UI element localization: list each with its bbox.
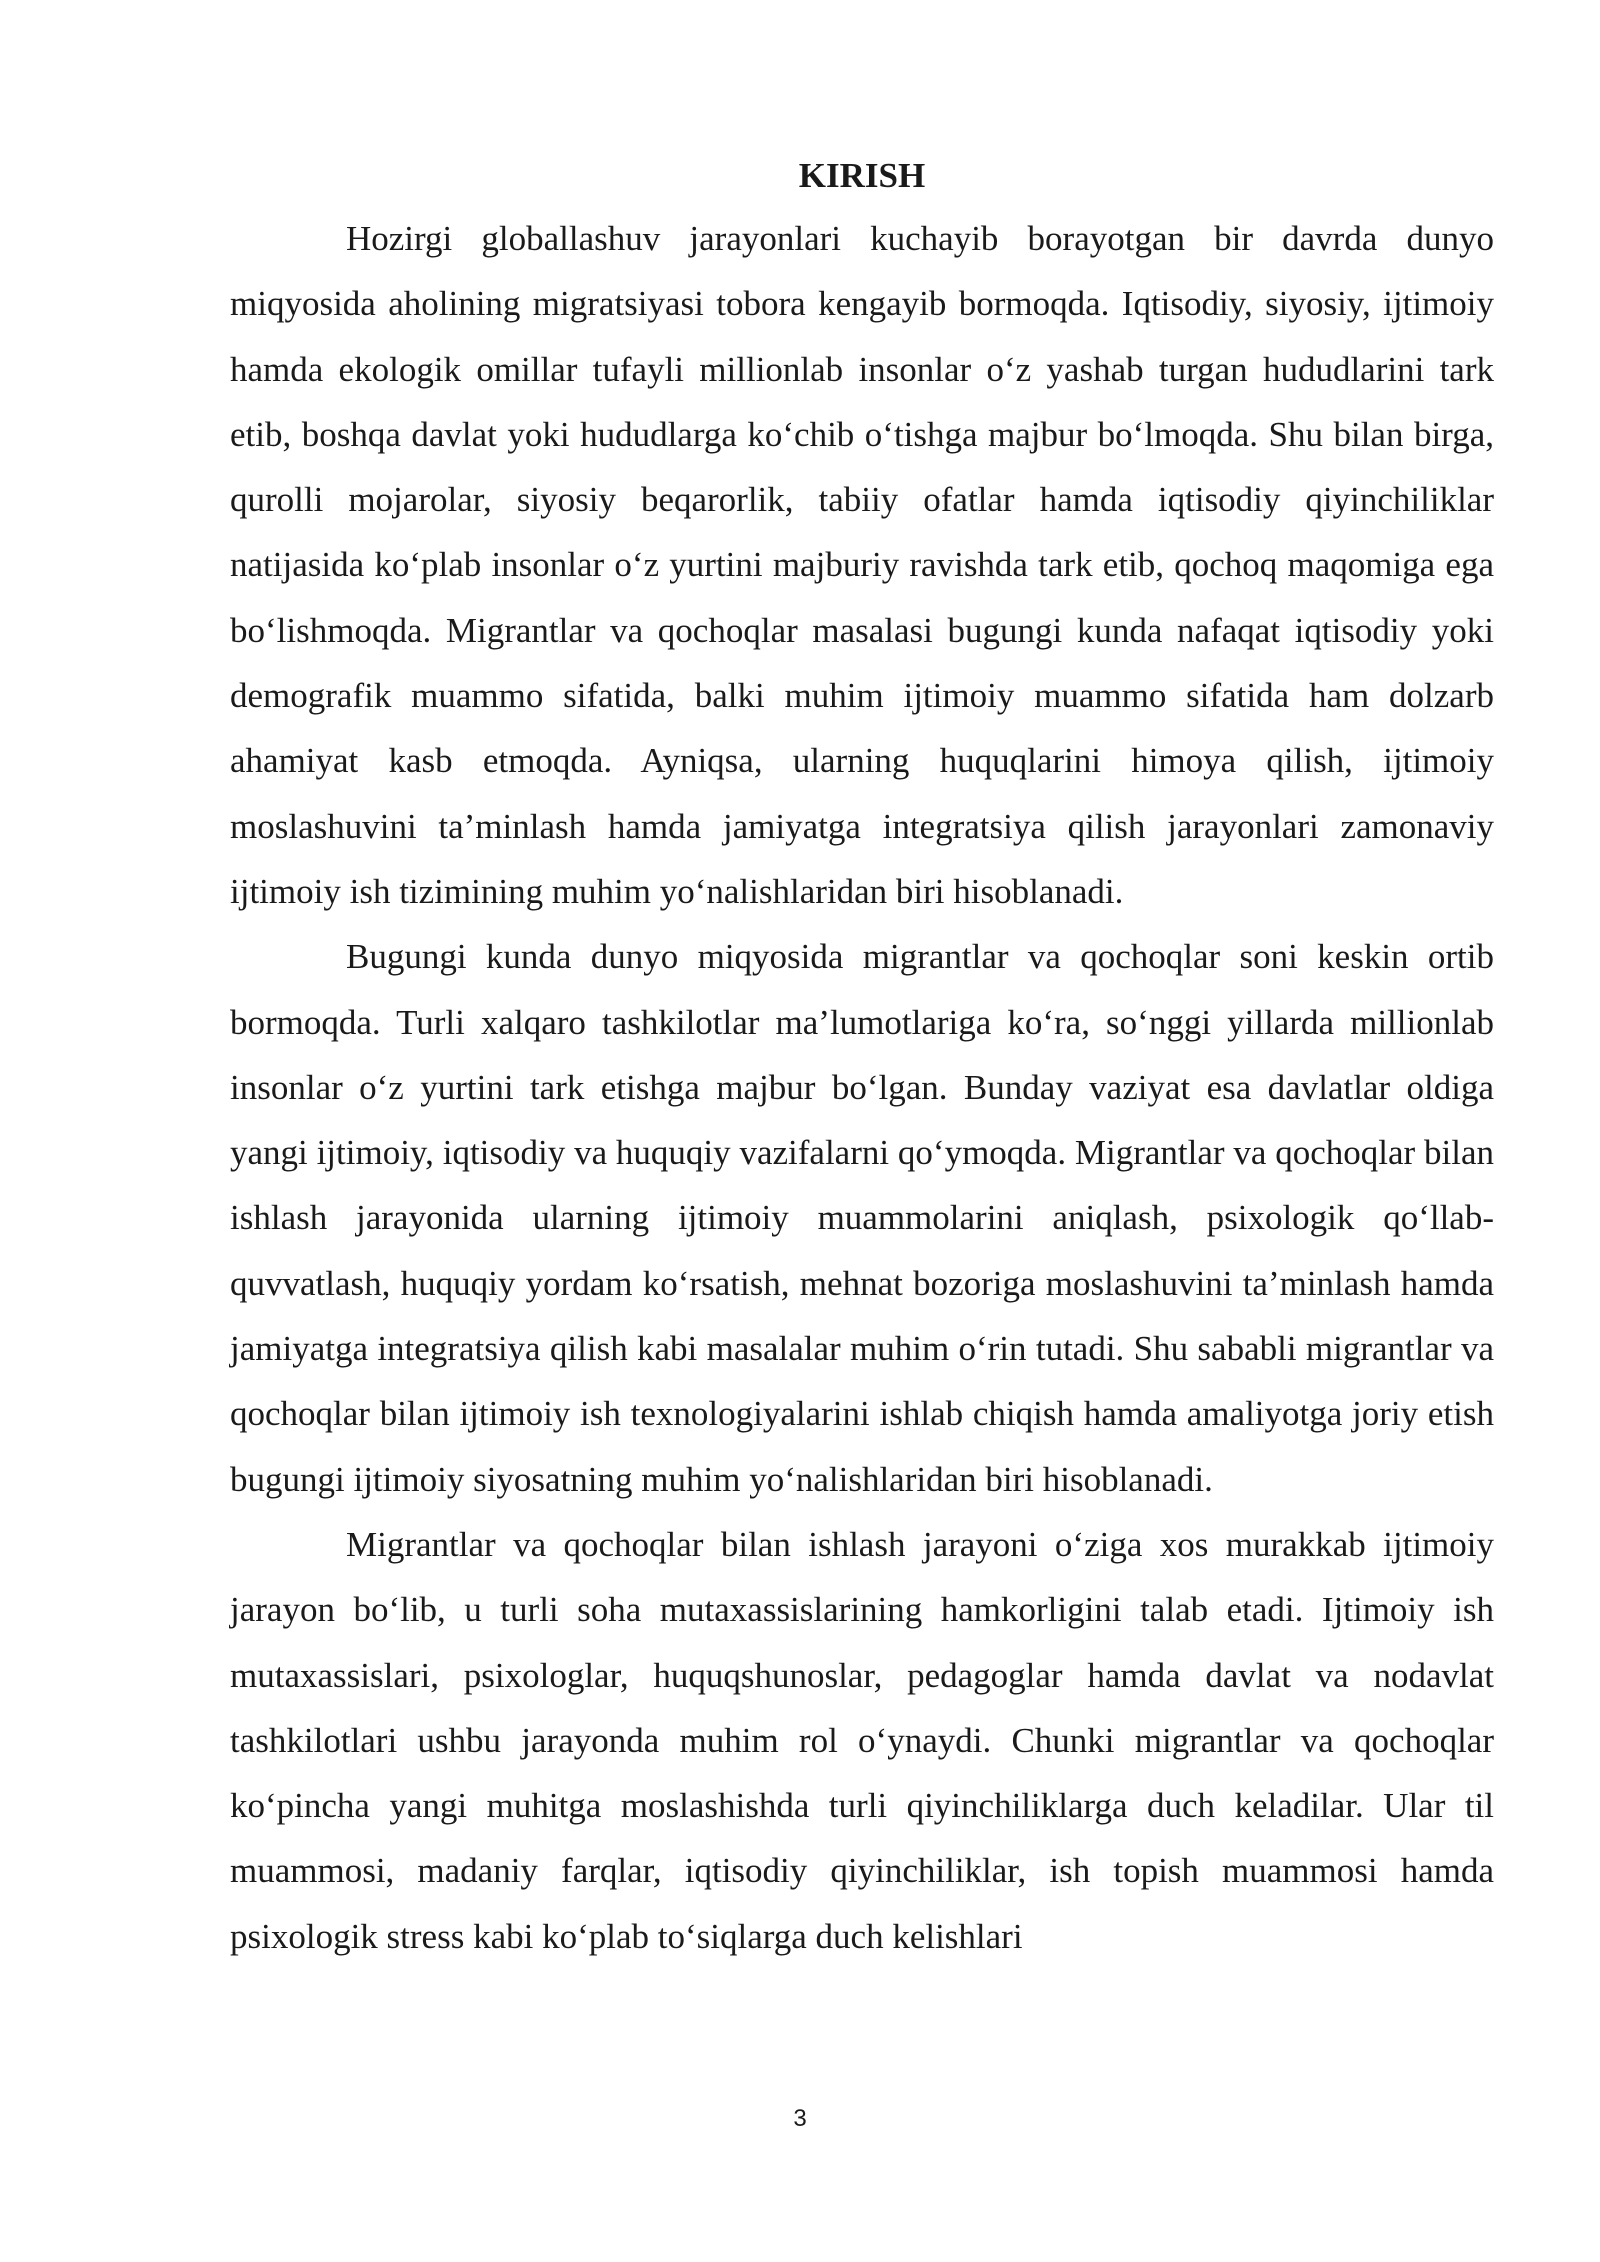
paragraph: Bugungi kunda dunyo miqyosida migrantlar va qochoqlar soni keskin ortib bormoqda. Turli xalqaro tashkilotlar ma’lumotlariga ko‘ra, so‘nggi yillarda millionlab insonlar o‘z yurtini tark etishga majbur bo‘lgan. Bunday vaziyat esa davlatlar oldiga yangi ijtimoiy, iqtisodiy va huquqiy vazifalarni qo‘ymoqda. Migrantlar va qochoqlar bilan ishlash jarayonida ularning ijtimoiy muammolarini aniqlash, psixologik qo‘llab-quvvatlash, huquqiy yordam ko‘rsatish, mehnat bozoriga moslashuvini ta’minlash hamda jamiyatga integratsiya qilish kabi masalalar muhim o‘rin tutadi. Shu sababli migrantlar va qochoqlar bilan ijtimoiy ish texnologiyalarini ishlab chiqish hamda amaliyotga joriy etish bugungi ijtimoiy siyosatning muhim yo‘nalishlaridan biri hisoblanadi. — [230, 937, 1494, 1499]
section-title: KIRISH — [798, 156, 926, 195]
paragraph: Migrantlar va qochoqlar bilan ishlash jarayoni o‘ziga xos murakkab ijtimoiy jarayon bo‘lib, u turli soha mutaxassislarining hamkorligini talab etadi. Ijtimoiy ish mutaxassislari, psixologlar, huquqshunoslar, pedagoglar hamda davlat va nodavlat tashkilotlari ushbu jarayonda muhim rol o‘ynaydi. Chunki migrantlar va qochoqlar ko‘pincha yangi muhitga moslashishda turli qiyinchiliklarga duch keladilar. Ular til muammosi, madaniy farqlar, iqtisodiy qiyinchiliklar, ish topish muammosi hamda psixologik stress kabi ko‘plab to‘siqlarga duch kelishlari — [230, 1524, 1494, 1956]
paragraph: Hozirgi globallashuv jarayonlari kuchayib borayotgan bir davrda dunyo miqyosida aholining migratsiyasi tobora kengayib bormoqda. Iqtisodiy, siyosiy, ijtimoiy hamda ekologik omillar tufayli millionlab insonlar o‘z yashab turgan hududlarini tark etib, boshqa davlat yoki hududlarga ko‘chib o‘tishga majbur bo‘lmoqda. Shu bilan birga, qurolli mojarolar, siyosiy beqarorlik, tabiiy ofatlar hamda iqtisodiy qiyinchiliklar natijasida ko‘plab insonlar o‘z yurtini majburiy ravishda tark etib, qochoq maqomiga ega bo‘lishmoqda. Migrantlar va qochoqlar masalasi bugungi kunda nafaqat iqtisodiy yoki demografik muammo sifatida, balki muhim ijtimoiy muammo sifatida ham dolzarb ahamiyat kasb etmoqda. Ayniqsa, ularning huquqlarini himoya qilish, ijtimoiy moslashuvini ta’minlash hamda jamiyatga integratsiya qilish jarayonlari zamonaviy ijtimoiy ish tizimining muhim yo‘nalishlaridan biri hisoblanadi. — [230, 219, 1494, 911]
page-content — [230, 146, 1494, 1969]
page-number: 3 — [793, 2105, 807, 2132]
